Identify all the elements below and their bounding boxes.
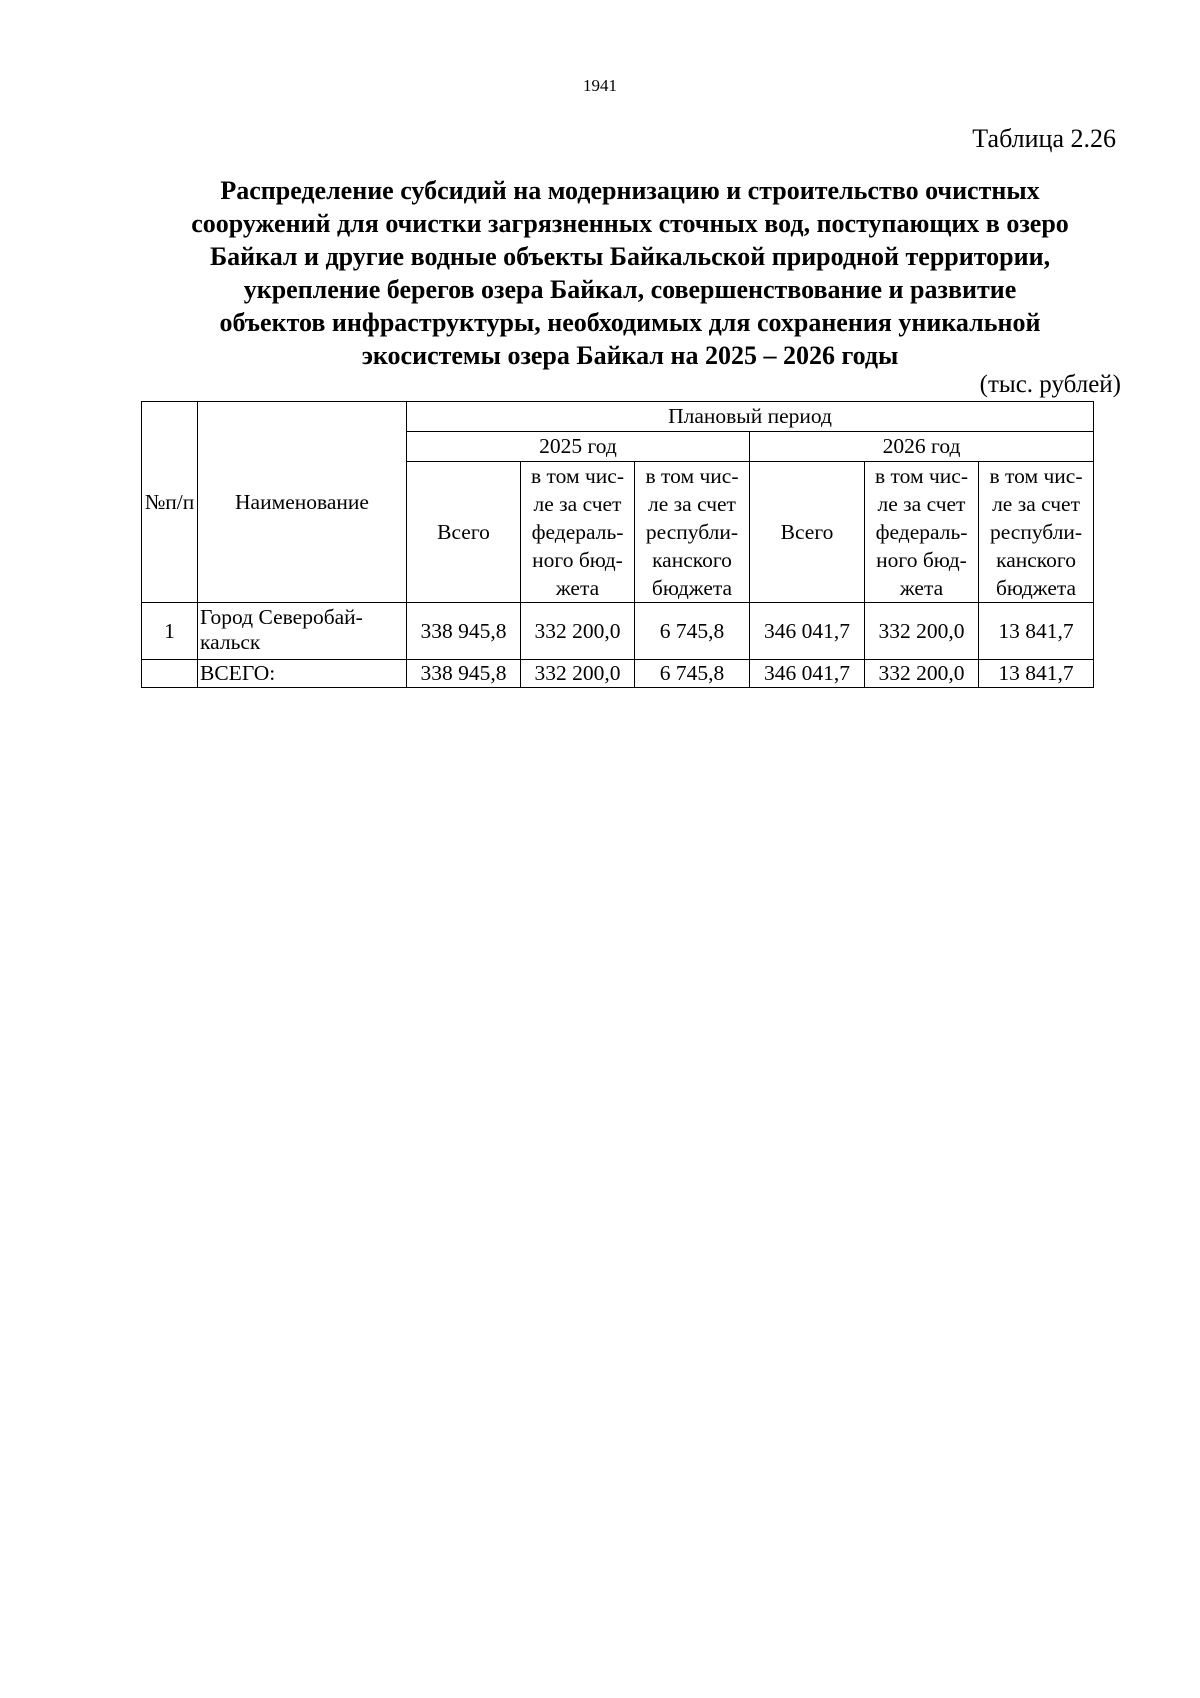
title-line: укрепление берегов озера Байкал, совершенствование и развитие — [243, 275, 1017, 304]
header-2025-republic: в том чис- ле за счет республи- канского бюджета — [635, 462, 750, 603]
header-2026-federal: в том чис- ле за счет федераль- ного бюд- жета — [865, 462, 979, 603]
total-label: ВСЕГО: — [198, 660, 407, 688]
document-title — [140, 174, 1120, 372]
header-year-2025: 2025 год — [407, 432, 750, 462]
title-line: Байкал и другие водные объекты Байкальской природной территории, — [209, 242, 1051, 271]
header-2025-federal: в том чис- ле за счет федераль- ного бюд- жета — [521, 462, 635, 603]
subsidy-table — [141, 401, 1094, 688]
header-year-2026: 2026 год — [750, 432, 1094, 462]
total-2025-republic: 6 745,8 — [635, 660, 750, 688]
title-line: сооружений для очистки загрязненных сточных вод, поступающих в озеро — [191, 209, 1069, 238]
header-2026-republic: в том чис- ле за счет республи- канского бюджета — [979, 462, 1094, 603]
header-num: №п/п — [142, 402, 198, 603]
total-2026-federal: 332 200,0 — [865, 660, 979, 688]
total-2025-federal: 332 200,0 — [521, 660, 635, 688]
total-2026-republic: 13 841,7 — [979, 660, 1094, 688]
title-line: объектов инфраструктуры, необходимых для сохранения уникальной — [219, 308, 1041, 337]
total-num — [142, 660, 198, 688]
row-2026-total: 346 041,7 — [750, 603, 865, 660]
title-line: экосистемы озера Байкал на 2025 – 2026 годы — [361, 341, 899, 370]
table-row — [142, 603, 1094, 660]
table-label: Таблица 2.26 — [972, 124, 1116, 153]
header-row-period — [142, 402, 1094, 432]
row-2025-federal: 332 200,0 — [521, 603, 635, 660]
total-2026-total: 346 041,7 — [750, 660, 865, 688]
header-planned-period: Плановый период — [407, 402, 1094, 432]
row-2026-federal: 332 200,0 — [865, 603, 979, 660]
row-2026-republic: 13 841,7 — [979, 603, 1094, 660]
units-label: (тыс. рублей) — [979, 371, 1121, 398]
row-num: 1 — [142, 603, 198, 660]
row-2025-total: 338 945,8 — [407, 603, 521, 660]
header-2025-total: Всего — [407, 462, 521, 603]
title-line: Распределение субсидий на модернизацию и строительство очистных — [220, 176, 1040, 205]
total-2025-total: 338 945,8 — [407, 660, 521, 688]
page-number: 1941 — [583, 76, 617, 95]
header-name: Наименование — [198, 402, 407, 603]
row-2025-republic: 6 745,8 — [635, 603, 750, 660]
total-row — [142, 660, 1094, 688]
header-2026-total: Всего — [750, 462, 865, 603]
row-name: Город Северобай- кальск — [198, 603, 407, 660]
